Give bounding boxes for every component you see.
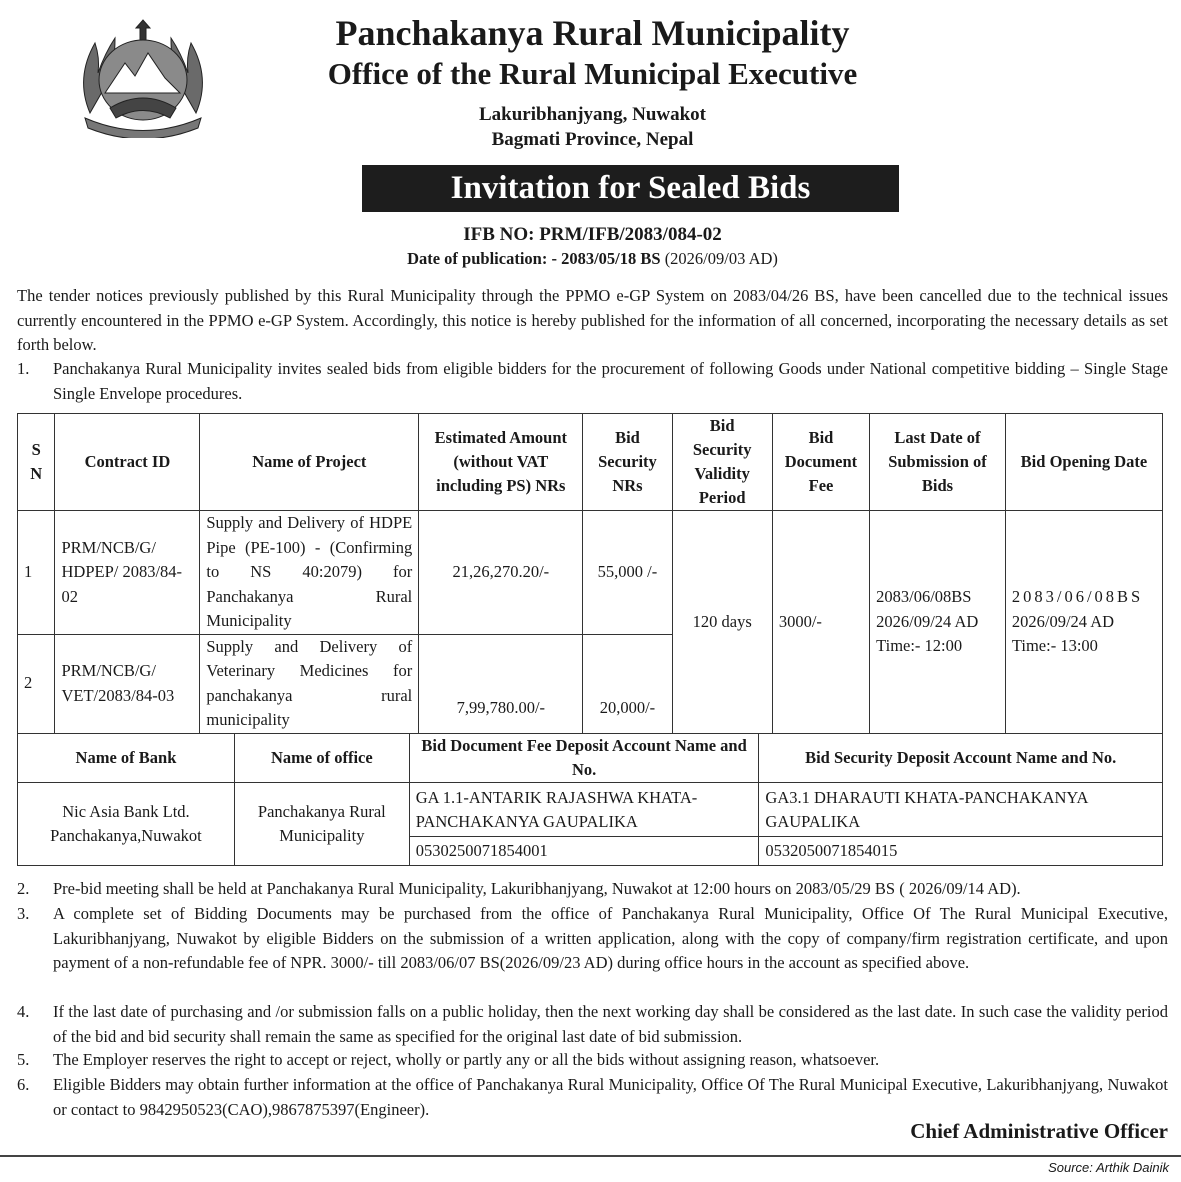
row-security: 55,000 /- [583, 511, 672, 635]
nepal-emblem-icon [70, 18, 216, 138]
point-number: 6. [17, 1075, 30, 1094]
publication-date-bs: Date of publication: - 2083/05/18 BS [407, 249, 661, 268]
publication-date-ad: (2026/09/03 AD) [660, 249, 778, 268]
bank-branch: Panchakanya,Nuwakot [50, 826, 202, 845]
point-text: Eligible Bidders may obtain further information at the office of Panchakanya Rural Municipality, Office Of The Rural Municipal Executive, Lakuribhanjyang, Nuwakot or contact to 9842950523(CAO),9867875397(Engineer). [53, 1075, 1168, 1119]
row-contract-id: PRM/NCB/G/ VET/2083/84-03 [55, 634, 200, 733]
last-date-bs: 2083/06/08BS [876, 587, 972, 606]
row-security: 20,000/- [583, 634, 672, 733]
row-amount: 7,99,780.00/- [419, 634, 583, 733]
bids-table [17, 413, 1163, 734]
office-name-line2: Municipality [279, 826, 365, 845]
point-text: The Employer reserves the right to accept or reject, wholly or partly any or all the bids without assigning reason, whatsoever. [53, 1050, 880, 1069]
fee-cell: 3000/- [772, 511, 869, 734]
opening-time: Time:- 13:00 [1011, 636, 1098, 655]
point-4 [17, 1000, 1168, 1049]
row-sn: 1 [18, 511, 55, 635]
header-contract-id: Contract ID [55, 414, 200, 511]
security-account-name: GA3.1 DHARAUTI KHATA-PANCHAKANYA GAUPALIKA [759, 783, 1163, 837]
office-name-line1: Panchakanya Rural [257, 802, 386, 821]
intro-paragraph: The tender notices previously published by this Rural Municipality through the PPMO e-GP System on 2083/04/26 BS, have been cancelled due to the technical issues currently encountered in the PPMO e-GP System. Accordingly, this notice is hereby published for the information of all concerned, incorporating the necessary details as set forth below. [17, 286, 1168, 354]
point-1 [17, 357, 1168, 406]
last-date-time: Time:- 12:00 [876, 636, 963, 655]
opening-date-ad: 2026/09/24 AD [1011, 611, 1115, 631]
security-account-no: 0532050071854015 [759, 837, 1163, 866]
point-number: 3. [17, 904, 30, 923]
header-security-account: Bid Security Deposit Account Name and No. [759, 734, 1163, 783]
bank-name: Nic Asia Bank Ltd. [62, 802, 190, 821]
notice-banner: Invitation for Sealed Bids [362, 165, 899, 212]
office-subtitle: Office of the Rural Municipal Executive [327, 56, 858, 91]
point-3 [17, 902, 1168, 976]
header-fee: Bid Document Fee [772, 414, 869, 511]
header-security: Bid Security NRs [583, 414, 672, 511]
row-amount: 21,26,270.20/- [419, 511, 583, 635]
point-text: If the last date of purchasing and /or submission falls on a public holiday, then the next working day shall be considered as the last date. In such case the validity period of the bid and bid security shall remain the same as specified for the original last date of bid submission. [53, 1002, 1168, 1046]
validity-cell: 120 days [672, 511, 772, 734]
bank-table [17, 733, 1163, 866]
header-amount: Estimated Amount (without VAT including PS) NRs [419, 414, 583, 511]
header-opening: Bid Opening Date [1005, 414, 1162, 511]
point-number: 1. [17, 359, 30, 378]
header-validity: Bid Security Validity Period [672, 414, 772, 511]
header-bank: Name of Bank [18, 734, 235, 783]
point-number: 4. [17, 1002, 30, 1021]
table-row [18, 511, 1163, 635]
point-5 [17, 1048, 1168, 1073]
opening-date-bs: 2083/06/08BS [1011, 587, 1144, 606]
header-office: Name of office [234, 734, 409, 783]
publication-date [230, 249, 955, 269]
point-text: Panchakanya Rural Municipality invites sealed bids from eligible bidders for the procurement of following Goods under National competitive bidding – Single Stage Single Envelope procedures. [53, 359, 1168, 403]
address-line-2: Bagmati Province, Nepal [491, 129, 694, 150]
footer-divider [0, 1155, 1181, 1157]
last-date-ad: 2026/09/24 AD [876, 611, 979, 631]
last-date-cell [870, 511, 1006, 734]
source-credit: Source: Arthik Dainik [1048, 1160, 1169, 1175]
bank-cell [18, 783, 235, 866]
point-text: Pre-bid meeting shall be held at Panchakanya Rural Municipality, Lakuribhanjyang, Nuwakot at 12:00 hours on 2083/05/29 BS ( 2026/09/14 AD). [53, 879, 1021, 898]
signature: Chief Administrative Officer [910, 1119, 1168, 1143]
point-text: A complete set of Bidding Documents may be purchased from the office of Panchakanya Rural Municipality, Office Of The Rural Municipal Executive, Lakuribhanjyang, Nuwakot by eligible Bidders on the submission of a written application, along with the copy of company/firm registration certificate, and upon payment of a non-refundable fee of NPR. 3000/- till 2083/06/07 BS(2026/09/23 AD) during office hours in the account as specified above. [53, 904, 1168, 972]
point-6 [17, 1073, 1168, 1122]
header-last-date: Last Date of Submission of Bids [870, 414, 1006, 511]
opening-cell [1005, 511, 1162, 734]
fee-account-name: GA 1.1-ANTARIK RAJASHWA KHATA-PANCHAKANYA GAUPALIKA [409, 783, 759, 837]
row-sn: 2 [18, 634, 55, 733]
row-contract-id: PRM/NCB/G/ HDPEP/ 2083/84-02 [55, 511, 200, 635]
ifb-number: IFB NO: PRM/IFB/2083/084-02 [463, 224, 722, 245]
address-line-1: Lakuribhanjyang, Nuwakot [478, 104, 707, 125]
header-fee-account: Bid Document Fee Deposit Account Name and No. [409, 734, 759, 783]
office-cell [234, 783, 409, 866]
municipality-title: Panchakanya Rural Municipality [335, 13, 850, 53]
point-number: 2. [17, 879, 30, 898]
point-2 [17, 877, 1168, 902]
row-project: Supply and Delivery of HDPE Pipe (PE-100) - (Confirming to NS 40:2079) for Panchakanya Rural Municipality [200, 511, 419, 635]
header-project: Name of Project [200, 414, 419, 511]
header-sn: S N [18, 414, 55, 511]
row-project: Supply and Delivery of Veterinary Medicines for panchakanya rural municipality [200, 634, 419, 733]
fee-account-no: 0530250071854001 [409, 837, 759, 866]
point-number: 5. [17, 1050, 30, 1069]
